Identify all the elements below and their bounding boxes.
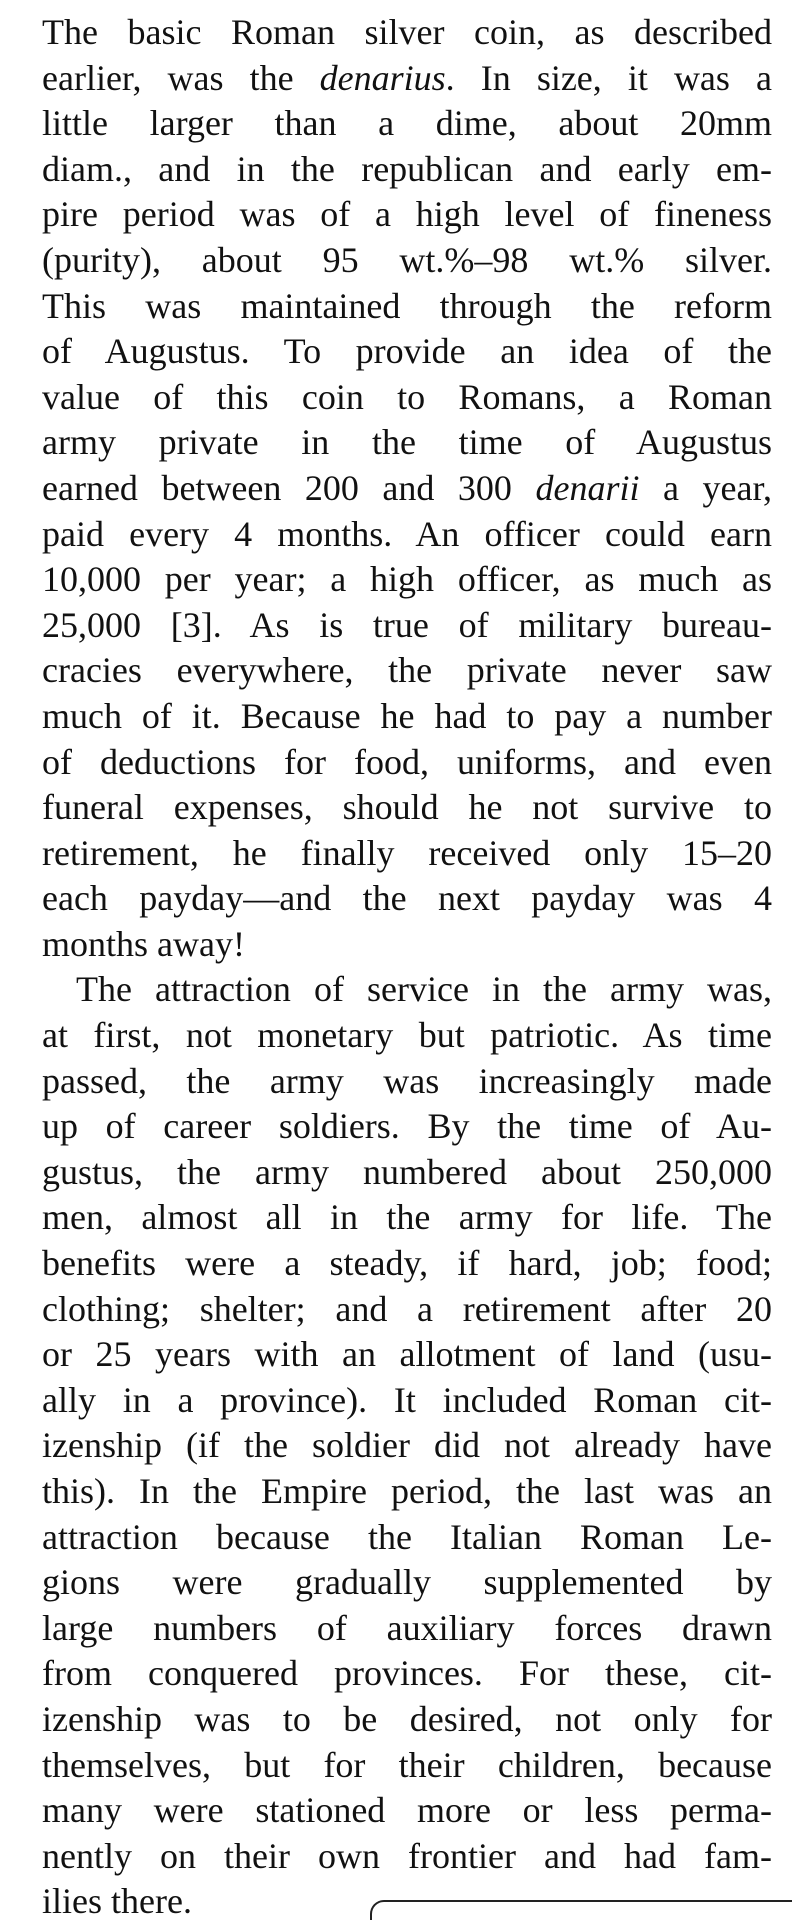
text-line: ally in a province). It included Roman cit- <box>42 1379 772 1420</box>
text-line: this). In the Empire period, the last was an <box>42 1471 772 1511</box>
text-line: retirement, he finally received only 15–20 <box>42 832 772 873</box>
text-line: army private in the time of Augustus <box>42 422 772 463</box>
text-line: cracies everywhere, the private never saw <box>42 650 772 691</box>
text-line: paid every 4 months. An officer could earn <box>42 513 772 554</box>
text-line: clothing; shelter; and a retirement after 20 <box>42 1288 772 1329</box>
text-line: from conquered provinces. For these, cit- <box>42 1653 772 1694</box>
text-line: passed, the army was increasingly made <box>42 1060 772 1101</box>
text-line: The attraction of service in the army was, <box>76 969 772 1010</box>
paragraph <box>42 967 772 1924</box>
text-line: or 25 years with an allotment of land (usu- <box>42 1334 772 1375</box>
text-line: attraction because the Italian Roman Le- <box>42 1516 772 1557</box>
body-text <box>42 10 772 1925</box>
text-line: men, almost all in the army for life. The <box>42 1197 772 1238</box>
text-line: nently on their own frontier and had fam- <box>42 1835 772 1876</box>
text-line: earned between 200 and 300 denarii a year, <box>42 467 773 508</box>
text-line: izenship (if the soldier did not already have <box>42 1425 772 1466</box>
text-line: diam., and in the republican and early em- <box>42 148 772 189</box>
text-line: each payday—and the next payday was 4 <box>42 878 772 919</box>
text-line: 25,000 [3]. As is true of military bureau- <box>42 604 772 645</box>
text-line: The basic Roman silver coin, as described <box>42 12 772 52</box>
text-line: pire period was of a high level of fineness <box>42 194 772 235</box>
text-line: little larger than a dime, about 20mm <box>42 103 772 144</box>
page-edge-decoration <box>370 1900 792 1920</box>
text-line: large numbers of auxiliary forces drawn <box>42 1607 772 1648</box>
text-line: at first, not monetary but patriotic. As time <box>42 1015 772 1056</box>
text-line: many were stationed more or less perma- <box>42 1790 772 1831</box>
text-line: funeral expenses, should he not survive to <box>42 787 772 828</box>
text-line: themselves, but for their children, because <box>42 1744 772 1785</box>
text-line: months away! <box>42 923 245 964</box>
text-line: earlier, was the denarius. In size, it was a <box>42 57 772 98</box>
text-line: much of it. Because he had to pay a number <box>42 695 772 736</box>
text-line: izenship was to be desired, not only for <box>42 1698 772 1739</box>
text-line: benefits were a steady, if hard, job; food; <box>42 1243 772 1284</box>
text-line: This was maintained through the reform <box>42 285 772 326</box>
text-line: 10,000 per year; a high officer, as much as <box>42 559 772 600</box>
paragraph <box>42 10 772 967</box>
text-line: of Augustus. To provide an idea of the <box>42 331 772 372</box>
text-line: of deductions for food, uniforms, and even <box>42 741 772 782</box>
text-line: up of career soldiers. By the time of Au- <box>42 1106 772 1147</box>
text-line: (purity), about 95 wt.%–98 wt.% silver. <box>42 239 772 280</box>
text-line: ilies there. <box>42 1881 192 1922</box>
text-line: gustus, the army numbered about 250,000 <box>42 1151 772 1192</box>
text-line: gions were gradually supplemented by <box>42 1562 772 1603</box>
text-line: value of this coin to Romans, a Roman <box>42 376 772 417</box>
